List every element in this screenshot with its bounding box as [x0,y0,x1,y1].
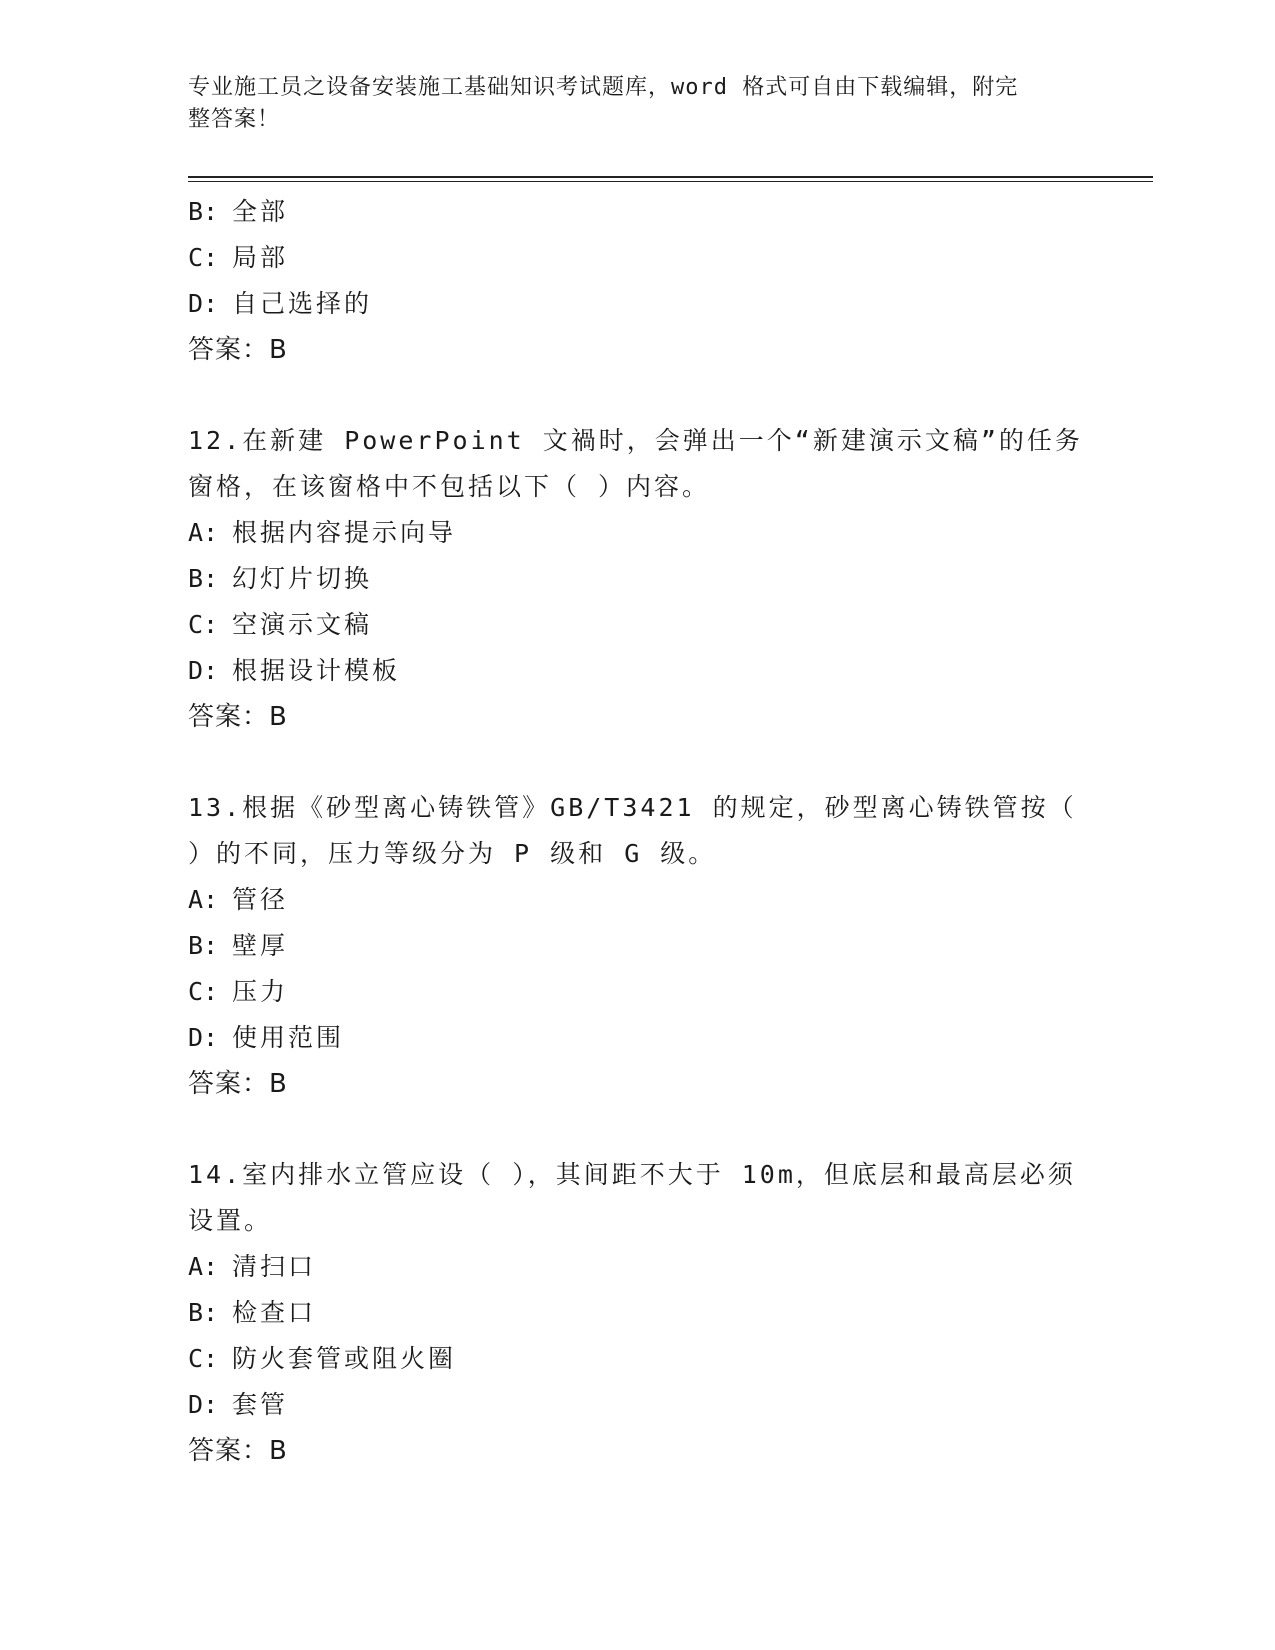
answer-line: 答案：B [188,335,288,365]
option-text: 局部 [232,243,289,272]
question-11-tail [188,189,1088,373]
question-12 [188,418,1088,740]
option-letter: A: [188,1252,219,1281]
header-line-1: 专业施工员之设备安装施工基础知识考试题库，word 格式可自由下载编辑，附完 [188,75,1019,100]
option-text: 壁厚 [232,931,289,960]
option-text: 自己选择的 [232,289,373,318]
option-text: 防火套管或阻火圈 [232,1344,457,1373]
option-letter: D: [188,1390,219,1419]
option-letter: B: [188,564,219,593]
option-text: 根据设计模板 [232,656,401,685]
question-gap [188,740,1088,785]
header-divider-thick [188,176,1153,178]
option-b [188,923,1088,969]
option-text: 空演示文稿 [232,610,373,639]
option-letter: D: [188,289,219,318]
option-d [188,281,1088,327]
document-header [188,72,1088,136]
option-text: 全部 [232,197,289,226]
option-a [188,1244,1088,1290]
answer-line: 答案：B [188,1069,288,1099]
question-list [188,189,1088,1474]
question-stem [188,418,1083,510]
stem-line-1: 14.室内排水立管应设（ ），其间距不大于 10m，但底层和最高层必须 [188,1160,1076,1189]
option-c [188,235,1088,281]
option-letter: B: [188,197,219,226]
option-c [188,1336,1088,1382]
option-d [188,1382,1088,1428]
option-letter: D: [188,656,219,685]
option-c [188,602,1088,648]
option-d [188,1015,1088,1061]
option-text: 管径 [232,885,289,914]
option-letter: B: [188,1298,219,1327]
question-stem [188,785,1077,877]
question-gap [188,373,1088,418]
answer-line: 答案：B [188,702,288,732]
option-letter: A: [188,518,219,547]
stem-line-2: 窗格，在该窗格中不包括以下（ ）内容。 [188,472,711,501]
option-letter: C: [188,977,219,1006]
option-letter: C: [188,1344,219,1373]
option-text: 使用范围 [232,1023,345,1052]
option-d [188,648,1088,694]
option-b [188,1290,1088,1336]
option-text: 套管 [232,1390,289,1419]
stem-line-1: 12.在新建 PowerPoint 文禍时，会弹出一个“新建演示文稿”的任务 [188,426,1083,455]
question-stem [188,1152,1076,1244]
option-c [188,969,1088,1015]
stem-line-1: 13.根据《砂型离心铸铁管》GB/T3421 的规定，砂型离心铸铁管按（ [188,793,1077,822]
stem-line-2: ）的不同，压力等级分为 P 级和 G 级。 [188,839,717,868]
option-b [188,556,1088,602]
option-a [188,510,1088,556]
option-letter: B: [188,931,219,960]
option-b [188,189,1088,235]
question-gap [188,1107,1088,1152]
option-text: 检查口 [232,1298,317,1327]
stem-line-2: 设置。 [188,1206,273,1235]
header-divider-thin [188,181,1153,182]
option-letter: A: [188,885,219,914]
header-line-2: 整答案！ [188,107,281,132]
option-a [188,877,1088,923]
option-letter: C: [188,243,219,272]
option-letter: C: [188,610,219,639]
question-13 [188,785,1088,1107]
option-text: 清扫口 [232,1252,317,1281]
option-letter: D: [188,1023,219,1052]
question-14 [188,1152,1088,1474]
option-text: 压力 [232,977,289,1006]
answer-line: 答案：B [188,1436,288,1466]
option-text: 幻灯片切换 [232,564,373,593]
option-text: 根据内容提示向导 [232,518,457,547]
